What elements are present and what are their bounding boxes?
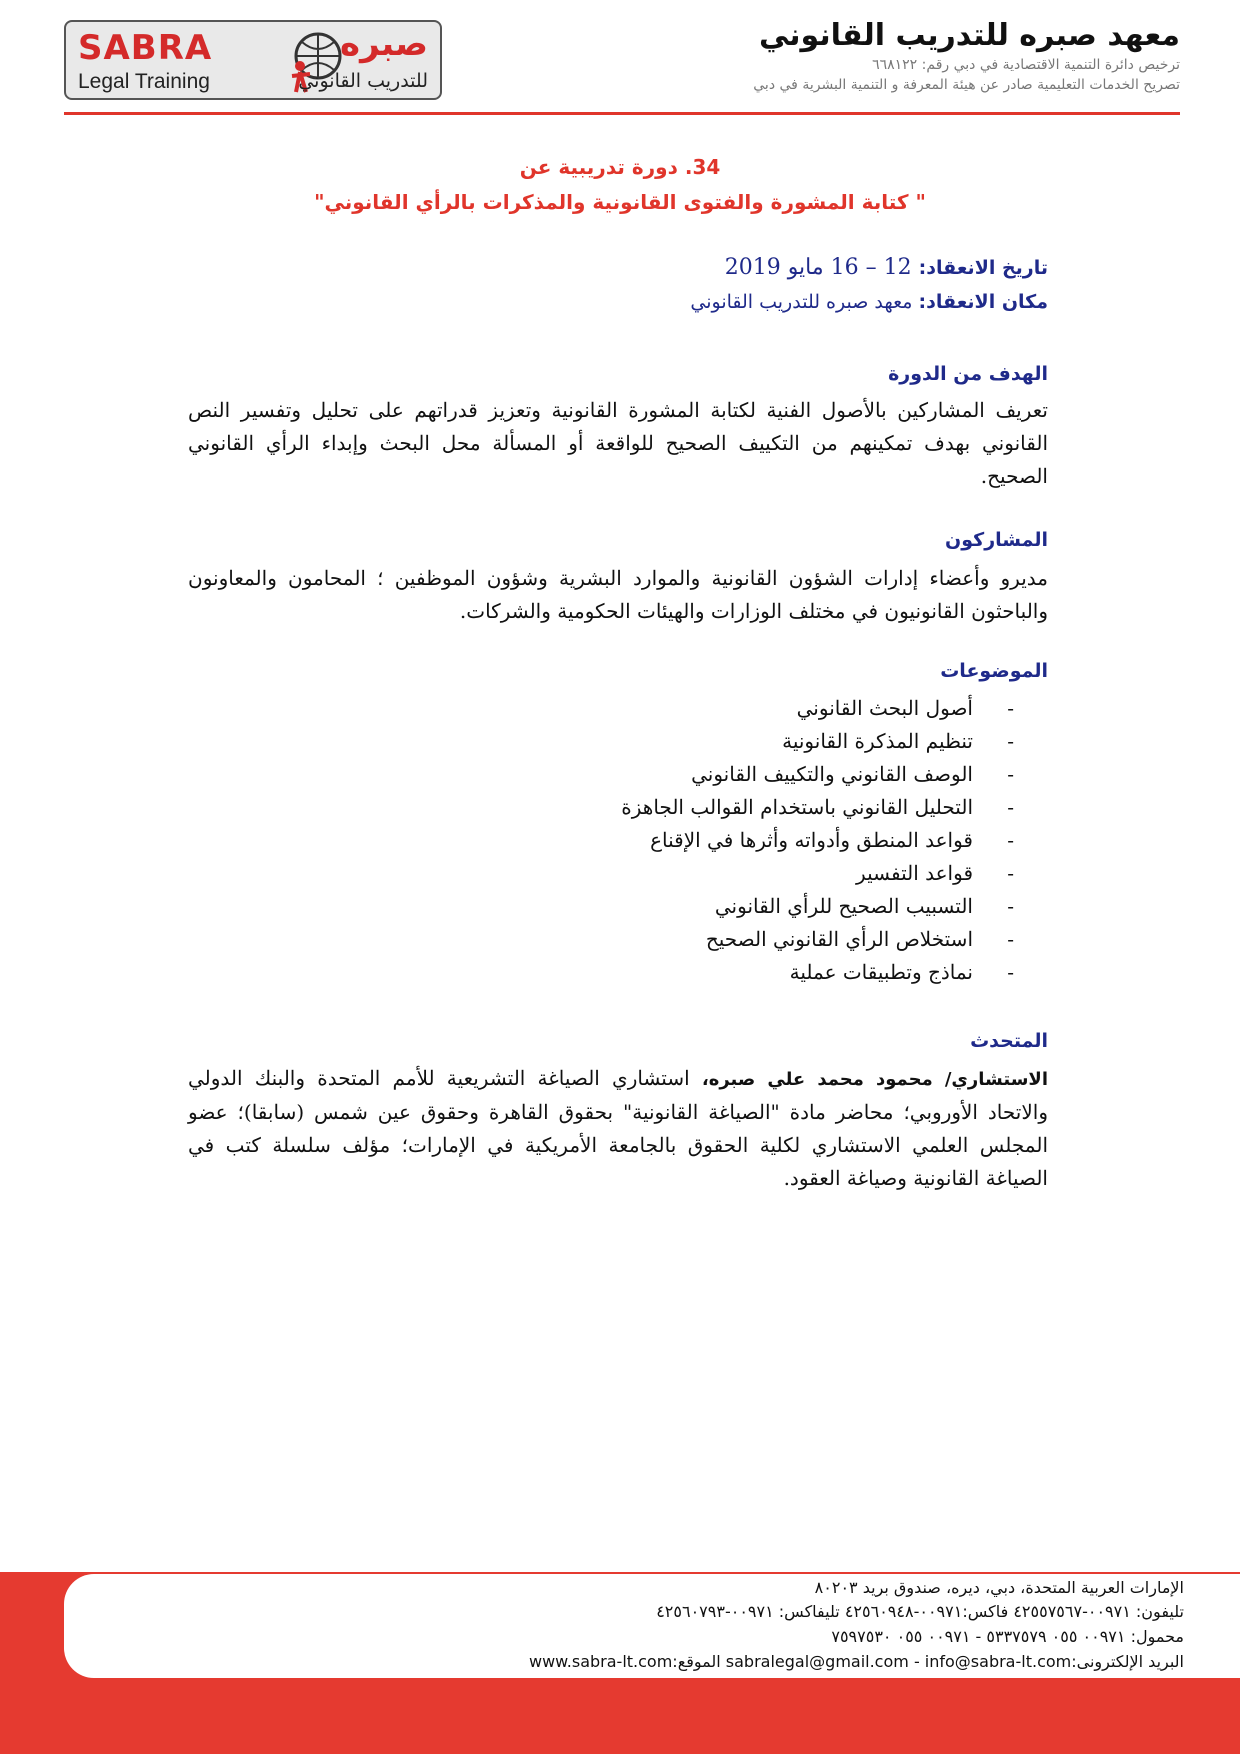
date-label: تاريخ الانعقاد:: [918, 257, 1048, 279]
speaker-paragraph: [188, 1062, 1048, 1195]
topic-text: قواعد المنطق وأدواته وأثرها في الإقناع: [650, 828, 973, 852]
list-item: [188, 890, 1048, 923]
participants-paragraph: مديرو وأعضاء إدارات الشؤون القانونية والموارد البشرية وشؤون الموظفين ؛ المحامون والمعاونون والباحثون القانونيون في مختلف الوزارات والهيئات الحكومية والشركات.: [188, 566, 1048, 623]
date-line: [188, 255, 1048, 280]
course-title: 34. دورة تدريبية عن: [519, 155, 721, 179]
topic-text: نماذج وتطبيقات عملية: [789, 960, 973, 984]
venue-label: مكان الانعقاد:: [918, 291, 1048, 313]
bullet: -: [1007, 861, 1014, 885]
participants-heading: المشاركون: [945, 529, 1048, 551]
bullet: -: [1007, 795, 1014, 819]
logo-latin-text: SABRA: [78, 28, 213, 68]
list-item: [188, 857, 1048, 890]
speaker-heading: المتحدث: [970, 1030, 1048, 1052]
header-divider: [64, 112, 1180, 115]
logo-latin-subtext: Legal Training: [78, 70, 210, 93]
bullet: -: [1007, 696, 1014, 720]
goal-heading: الهدف من الدورة: [888, 363, 1048, 385]
logo-arabic-subtext: للتدريب القانوني: [298, 70, 428, 92]
logo-arabic-text: صبره: [340, 24, 428, 64]
course-subtitle: " كتابة المشورة والفتوى القانونية والمذكرات بالرأي القانوني": [314, 190, 926, 214]
license-line: ترخيص دائرة التنمية الاقتصادية في دبي رقم: ٦٦٨١٢٢: [872, 57, 1180, 73]
list-item: [188, 824, 1048, 857]
topic-text: تنظيم المذكرة القانونية: [782, 729, 973, 753]
speaker-name: الاستشاري/ محمود محمد علي صبره،: [701, 1069, 1048, 1090]
topics-heading: الموضوعات: [940, 660, 1048, 682]
speaker-bio: استشاري الصياغة التشريعية للأمم المتحدة والبنك الدولي والاتحاد الأوروبي؛ محاضر مادة "الصياغة القانونية" بحقوق القاهرة وحقوق عين شمس (سابقا)؛ عضو المجلس العلمي الاستشاري لكلية الحقوق بالجامعة الأمريكية في الإمارات؛ مؤلف سلسلة كتب في الصياغة القانونية وصياغة العقود.: [188, 1066, 1048, 1190]
venue-line: [188, 291, 1048, 313]
list-item: [188, 758, 1048, 791]
topic-text: التحليل القانوني باستخدام القوالب الجاهزة: [621, 795, 973, 819]
list-item: [188, 923, 1048, 956]
footer-phones: تليفون: ٠٠٩٧١-٤٢٥٥٧٥٦٧ فاكس:٠٠٩٧١-٤٢٥٦٠٩٤٨ تليفاكس: ٠٠٩٧١-٤٢٥٦٠٧٩٣: [656, 1602, 1184, 1621]
bullet: -: [1007, 762, 1014, 786]
topic-text: الوصف القانوني والتكييف القانوني: [691, 762, 973, 786]
bullet: -: [1007, 927, 1014, 951]
list-item: [188, 956, 1048, 989]
list-item: [188, 725, 1048, 758]
institute-logo: [64, 20, 442, 100]
list-item: [188, 692, 1048, 725]
list-item: [188, 791, 1048, 824]
institute-name: معهد صبره للتدريب القانوني: [758, 18, 1180, 53]
bullet: -: [1007, 960, 1014, 984]
permit-line: تصريح الخدمات التعليمية صادر عن هيئة المعرفة و التنمية البشرية في دبي: [753, 77, 1180, 93]
topics-list: [188, 692, 1048, 989]
footer-mobiles: محمول: ٠٠٩٧١ ٠٥٥ ٥٣٣٧٥٧٩ - ٠٠٩٧١ ٠٥٥ ٧٥٩٧٥٣٠: [831, 1627, 1184, 1646]
footer-address: الإمارات العربية المتحدة، دبي، ديره، صندوق بريد ٨٠٢٠٣: [814, 1578, 1184, 1597]
goal-paragraph: تعريف المشاركين بالأصول الفنية لكتابة المشورة القانونية وتعزيز قدراتهم على تحليل وتفسير النص القانوني بهدف تمكينهم من التكييف الصحيح للواقعة أو المسألة محل البحث وإبداء الرأي القانوني الصحيح.: [188, 398, 1048, 488]
bullet: -: [1007, 894, 1014, 918]
topic-text: التسبيب الصحيح للرأي القانوني: [714, 894, 973, 918]
footer-contacts: البريد الإلكترونى:sabralegal@gmail.com - info@sabra-lt.com الموقع:www.sabra-lt.com: [528, 1652, 1184, 1671]
topic-text: قواعد التفسير: [856, 861, 973, 885]
venue-value: معهد صبره للتدريب القانوني: [690, 291, 913, 313]
topic-text: استخلاص الرأي القانوني الصحيح: [705, 927, 973, 951]
topic-text: أصول البحث القانوني: [796, 696, 973, 720]
date-value: 12 – 16 مايو 2019: [724, 255, 912, 280]
bullet: -: [1007, 729, 1014, 753]
bullet: -: [1007, 828, 1014, 852]
